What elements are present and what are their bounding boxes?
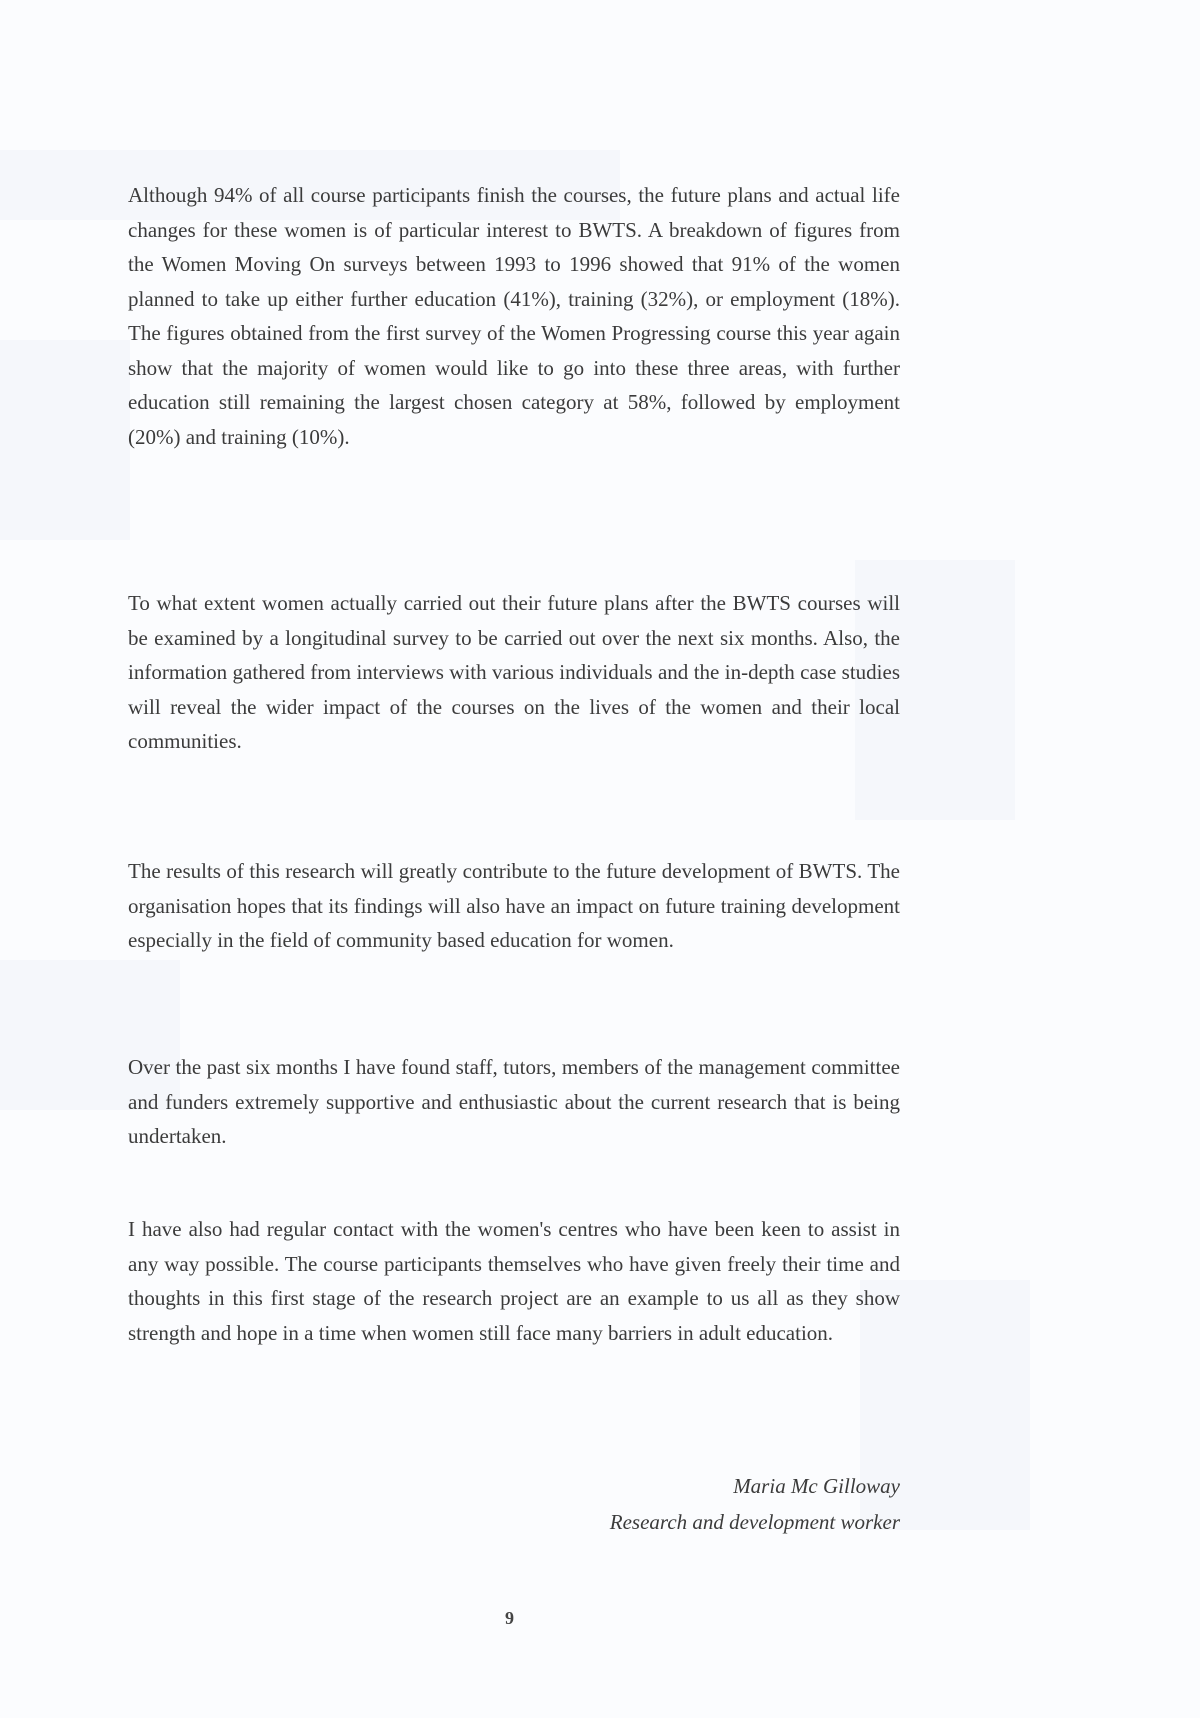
paragraph-longitudinal-survey: To what extent women actually carried out their future plans after the BWTS courses will be examined by a longitudinal survey to be carried out over the next six months. Also, the information gathered from interviews with various individuals and the in-depth case studies will reveal the wider impact of the courses on the lives of the women and their local communities. bbox=[128, 591, 900, 753]
page-number: 9 bbox=[505, 1608, 514, 1628]
signature-role: Research and development worker bbox=[609, 1510, 900, 1534]
signature-block bbox=[610, 1468, 900, 1540]
paragraph-support: Over the past six months I have found staff, tutors, members of the management committee and funders extremely supportive and enthusiastic about the current research that is being undertaken. bbox=[128, 1055, 900, 1148]
bleed-through-artifact bbox=[0, 340, 130, 540]
paragraph-acknowledgement: I have also had regular contact with the women's centres who have been keen to assist in any way possible. The course participants themselves who have given freely their time and thoughts in this first stage of the research project are an example to us all as they show strength and hope in a time when women still face many barriers in adult education. bbox=[128, 1217, 900, 1345]
paragraph-research-results: The results of this research will greatly contribute to the future development of BWTS. The organisation hopes that its findings will also have an impact on future training development especially in the field of community based education for women. bbox=[128, 859, 900, 952]
paragraph-future-plans: Although 94% of all course participants finish the courses, the future plans and actual life changes for these women is of particular interest to BWTS. A breakdown of figures from the Women Moving On surveys between 1993 to 1996 showed that 91% of the women planned to take up either further education (41%), training (32%), or employment (18%). The figures obtained from the first survey of the Women Progressing course this year again show that the majority of women would like to go into these three areas, with further education still remaining the largest chosen category at 58%, followed by employment (20%) and training (10%). bbox=[128, 183, 900, 449]
signature-name: Maria Mc Gilloway bbox=[733, 1474, 900, 1498]
